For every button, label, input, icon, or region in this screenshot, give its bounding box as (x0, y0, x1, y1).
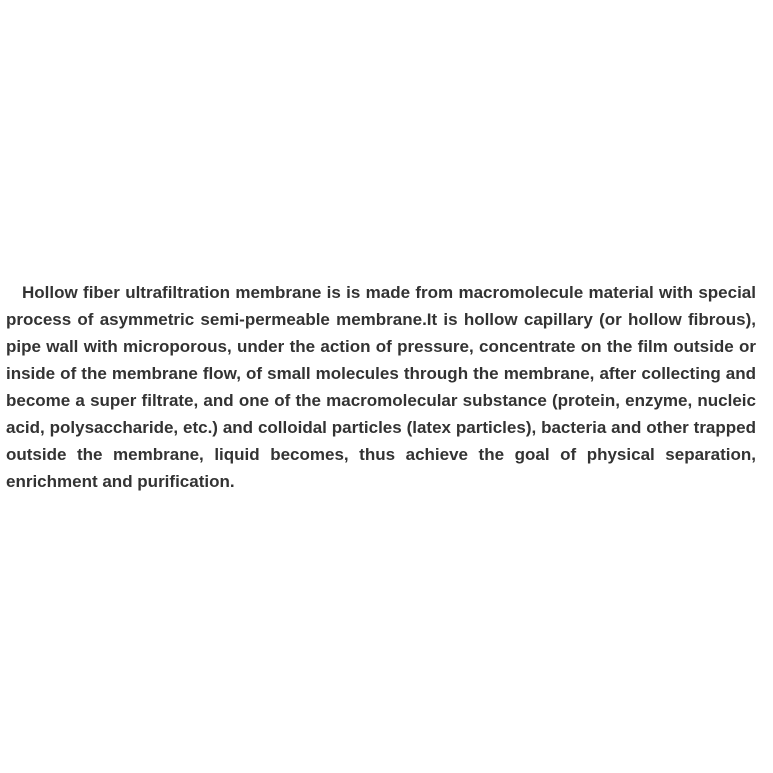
description-paragraph: Hollow fiber ultrafiltration membrane is is made from macromolecule material with special process of asymmetric semi-permeable membrane.It is hollow capillary (or hollow fibrous), pipe wall with microporous, under the action of pressure, concentrate on the film outside or inside of the membrane flow, of small molecules through the membrane, after collecting and become a super filtrate, and one of the macromolecular substance (protein, enzyme, nucleic acid, polysaccharide, etc.) and colloidal particles (latex particles), bacteria and other trapped outside the membrane, liquid becomes, thus achieve the goal of physical separation, enrichment and purification. (6, 283, 756, 491)
